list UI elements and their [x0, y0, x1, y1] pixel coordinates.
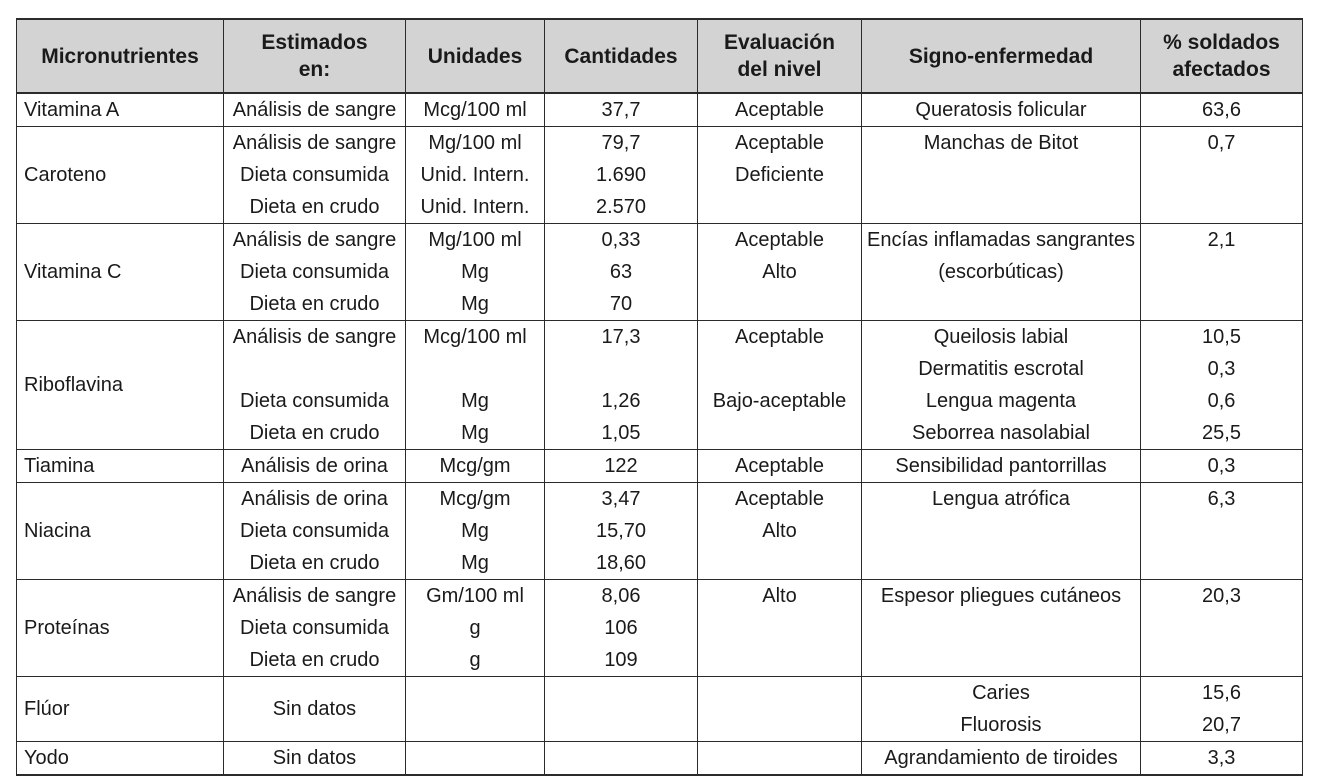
evaluation-value: Aceptable	[735, 99, 824, 121]
table-row	[17, 580, 1303, 677]
sign-cell	[862, 677, 1141, 742]
sign-value: Fluorosis	[960, 714, 1042, 736]
percent-cell	[1141, 127, 1303, 224]
unit-value: Mcg/100 ml	[423, 99, 527, 121]
percent-cell	[1141, 450, 1303, 483]
unit-value: Mg	[461, 390, 489, 412]
method-value: Análisis de sangre	[232, 585, 397, 607]
table-row	[17, 742, 1303, 776]
sign-value: Lengua magenta	[925, 390, 1077, 412]
unit-cell	[406, 677, 545, 742]
amount-value: 0,33	[601, 229, 641, 251]
amount-cell	[545, 321, 698, 450]
evaluation-cell	[698, 580, 862, 677]
unit-value: Mg	[461, 261, 489, 283]
sign-cell	[862, 450, 1141, 483]
percent-value: 0,3	[1207, 455, 1236, 477]
method-cell	[224, 580, 406, 677]
unit-value: Mg	[461, 293, 489, 315]
amount-value	[545, 353, 697, 385]
method-value: Dieta en crudo	[249, 422, 380, 444]
evaluation-cell	[698, 127, 862, 224]
percent-value: 20,3	[1202, 585, 1241, 607]
table-row	[17, 677, 1303, 742]
method-cell	[224, 483, 406, 580]
percent-value: 20,7	[1202, 714, 1241, 736]
sign-cell	[862, 742, 1141, 776]
evaluation-value: Alto	[762, 520, 797, 542]
table-body	[17, 93, 1303, 775]
unit-value: Mcg/gm	[439, 455, 511, 477]
table-row	[17, 483, 1303, 580]
unit-cell	[406, 127, 545, 224]
percent-value: 63,6	[1202, 99, 1241, 121]
evaluation-cell	[698, 321, 862, 450]
method-value: Análisis de orina	[241, 455, 388, 477]
header-estimados: Estimados en:	[224, 19, 406, 93]
amount-value: 18,60	[595, 552, 647, 574]
method-value: Dieta en crudo	[249, 649, 380, 671]
amount-value: 2.570	[595, 196, 647, 218]
method-value: Dieta en crudo	[249, 293, 380, 315]
sign-value: Queilosis labial	[933, 326, 1069, 348]
header-cantidades: Cantidades	[545, 19, 698, 93]
unit-cell	[406, 93, 545, 127]
sign-value: Sensibilidad pantorrillas	[895, 455, 1107, 477]
header-row	[17, 19, 1303, 93]
header-micronutrientes: Micronutrientes	[17, 19, 224, 93]
unit-cell	[406, 321, 545, 450]
sign-cell	[862, 127, 1141, 224]
amount-value: 122	[604, 455, 638, 477]
method-cell	[224, 677, 406, 742]
evaluation-value: Alto	[762, 261, 797, 283]
method-value: Sin datos	[272, 747, 357, 769]
evaluation-cell	[698, 450, 862, 483]
header-soldados: % soldados afectados	[1141, 19, 1303, 93]
evaluation-value: Alto	[762, 585, 797, 607]
micronutrient-name: Caroteno	[17, 127, 224, 224]
evaluation-value: Aceptable	[735, 132, 824, 154]
micronutrient-table	[16, 18, 1303, 776]
table-row	[17, 321, 1303, 450]
table-row	[17, 127, 1303, 224]
amount-value: 109	[604, 649, 638, 671]
method-cell	[224, 742, 406, 776]
amount-value: 37,7	[601, 99, 641, 121]
sign-cell	[862, 483, 1141, 580]
micronutrient-name: Yodo	[17, 742, 224, 776]
amount-value: 15,70	[595, 520, 647, 542]
sign-cell	[862, 321, 1141, 450]
micronutrient-name: Vitamina A	[17, 93, 224, 127]
percent-cell	[1141, 677, 1303, 742]
sign-value: Manchas de Bitot	[923, 132, 1079, 154]
method-value	[224, 353, 405, 385]
evaluation-cell	[698, 677, 862, 742]
percent-cell	[1141, 93, 1303, 127]
amount-value: 79,7	[601, 132, 641, 154]
amount-value: 1.690	[595, 164, 647, 186]
percent-value: 3,3	[1207, 747, 1236, 769]
method-cell	[224, 127, 406, 224]
header-signo: Signo-enfermedad	[862, 19, 1141, 93]
sign-value: Queratosis folicular	[915, 99, 1087, 121]
evaluation-cell	[698, 483, 862, 580]
amount-cell	[545, 677, 698, 742]
header-evaluacion: Evaluación del nivel	[698, 19, 862, 93]
unit-value: Mg	[461, 520, 489, 542]
sign-value: (escorbúticas)	[938, 261, 1064, 283]
amount-cell	[545, 580, 698, 677]
unit-value: g	[469, 649, 481, 671]
evaluation-value: Aceptable	[735, 229, 824, 251]
evaluation-value: Bajo-aceptable	[712, 390, 847, 412]
unit-cell	[406, 224, 545, 321]
sign-cell	[862, 224, 1141, 321]
evaluation-value: Aceptable	[735, 488, 824, 510]
unit-value: g	[469, 617, 481, 639]
amount-cell	[545, 93, 698, 127]
percent-value: 0,6	[1207, 390, 1236, 412]
table-row	[17, 93, 1303, 127]
percent-cell	[1141, 580, 1303, 677]
unit-value: Unid. Intern.	[420, 164, 530, 186]
method-value: Dieta en crudo	[249, 552, 380, 574]
percent-cell	[1141, 321, 1303, 450]
micronutrient-name: Riboflavina	[17, 321, 224, 450]
method-value: Dieta consumida	[240, 390, 389, 412]
evaluation-value: Deficiente	[735, 164, 824, 186]
evaluation-value: Aceptable	[735, 455, 824, 477]
evaluation-cell	[698, 224, 862, 321]
percent-cell	[1141, 742, 1303, 776]
method-value: Análisis de sangre	[232, 229, 397, 251]
unit-cell	[406, 580, 545, 677]
percent-cell	[1141, 224, 1303, 321]
micronutrient-name: Flúor	[17, 677, 224, 742]
method-value: Dieta consumida	[240, 617, 389, 639]
sign-value: Espesor pliegues cutáneos	[880, 585, 1122, 607]
percent-value: 10,5	[1202, 326, 1241, 348]
evaluation-value	[698, 353, 861, 385]
amount-value: 63	[609, 261, 633, 283]
micronutrient-name: Tiamina	[17, 450, 224, 483]
amount-cell	[545, 483, 698, 580]
amount-value: 17,3	[601, 326, 641, 348]
method-cell	[224, 450, 406, 483]
evaluation-value: Aceptable	[735, 326, 824, 348]
unit-value	[406, 353, 544, 385]
table-row	[17, 224, 1303, 321]
percent-value: 0,3	[1207, 358, 1236, 380]
method-value: Dieta consumida	[240, 261, 389, 283]
unit-cell	[406, 742, 545, 776]
sign-value: Lengua atrófica	[932, 488, 1070, 510]
method-cell	[224, 321, 406, 450]
method-cell	[224, 93, 406, 127]
sign-value: Seborrea nasolabial	[912, 422, 1090, 444]
method-cell	[224, 224, 406, 321]
unit-value: Mg/100 ml	[428, 229, 522, 251]
unit-value: Mg	[461, 552, 489, 574]
unit-cell	[406, 450, 545, 483]
unit-value: Gm/100 ml	[426, 585, 524, 607]
evaluation-cell	[698, 742, 862, 776]
amount-value: 8,06	[601, 585, 641, 607]
micronutrient-name: Vitamina C	[17, 224, 224, 321]
unit-value: Mcg/gm	[439, 488, 511, 510]
method-value: Dieta consumida	[240, 520, 389, 542]
sign-value: Encías inflamadas sangrantes	[867, 229, 1135, 251]
method-value: Análisis de sangre	[232, 326, 397, 348]
sign-value: Caries	[972, 682, 1030, 704]
unit-value: Unid. Intern.	[420, 196, 530, 218]
percent-value: 6,3	[1207, 488, 1236, 510]
unit-value: Mcg/100 ml	[423, 326, 527, 348]
amount-value: 1,26	[601, 390, 641, 412]
amount-cell	[545, 742, 698, 776]
method-value: Dieta en crudo	[249, 196, 380, 218]
method-value: Análisis de sangre	[232, 99, 397, 121]
method-value: Análisis de orina	[241, 488, 388, 510]
percent-value: 15,6	[1202, 682, 1241, 704]
percent-value: 25,5	[1202, 422, 1241, 444]
table-header	[17, 19, 1303, 93]
sign-cell	[862, 93, 1141, 127]
amount-value: 1,05	[601, 422, 641, 444]
method-value: Dieta consumida	[240, 164, 389, 186]
table-row	[17, 450, 1303, 483]
amount-cell	[545, 127, 698, 224]
amount-cell	[545, 450, 698, 483]
amount-value: 70	[609, 293, 633, 315]
sign-value: Dermatitis escrotal	[918, 358, 1084, 380]
unit-value: Mg	[461, 422, 489, 444]
sign-cell	[862, 580, 1141, 677]
percent-cell	[1141, 483, 1303, 580]
method-value: Análisis de sangre	[232, 132, 397, 154]
micronutrient-name: Proteínas	[17, 580, 224, 677]
percent-value: 0,7	[1207, 132, 1236, 154]
percent-value: 2,1	[1207, 229, 1236, 251]
method-value: Sin datos	[272, 698, 357, 720]
evaluation-cell	[698, 93, 862, 127]
unit-cell	[406, 483, 545, 580]
amount-cell	[545, 224, 698, 321]
amount-value: 3,47	[601, 488, 641, 510]
header-unidades: Unidades	[406, 19, 545, 93]
micronutrient-name: Niacina	[17, 483, 224, 580]
amount-value: 106	[604, 617, 638, 639]
unit-value: Mg/100 ml	[428, 132, 522, 154]
sign-value: Agrandamiento de tiroides	[884, 747, 1118, 769]
